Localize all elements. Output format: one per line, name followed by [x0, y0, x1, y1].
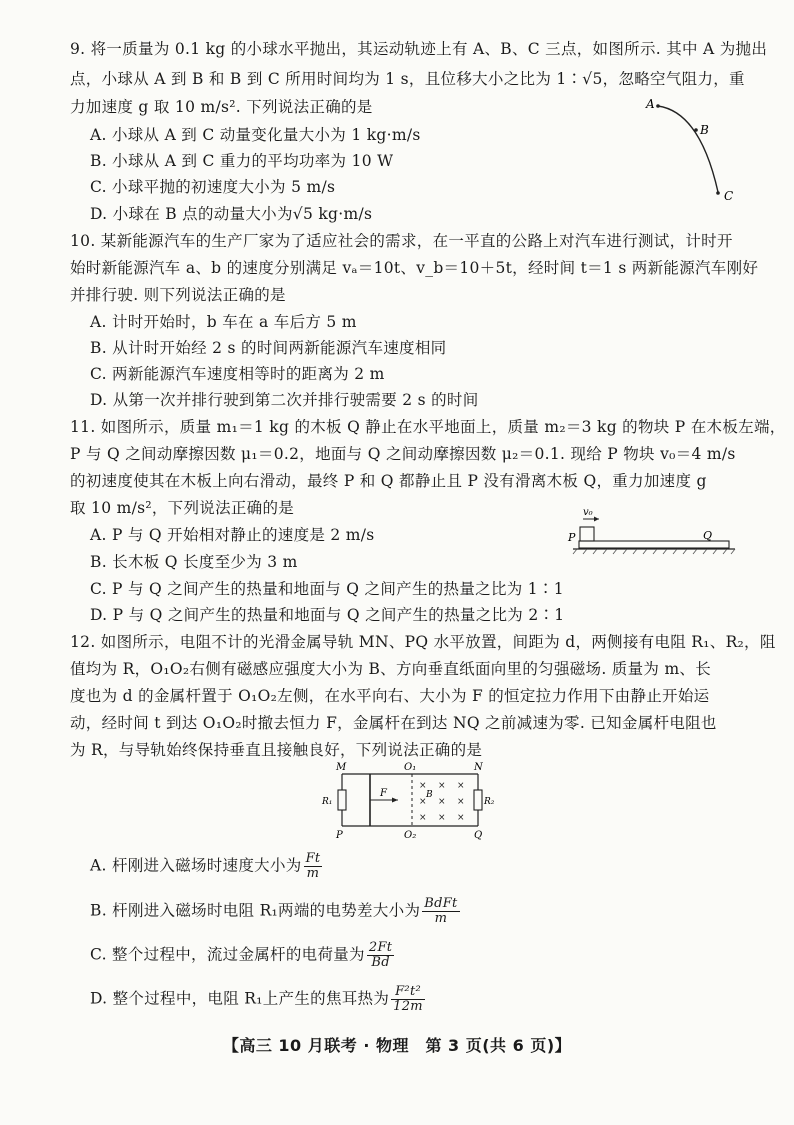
q11-option-a: A. P 与 Q 开始相对静止的速度是 2 m/s: [90, 526, 375, 544]
label-c: C: [724, 189, 734, 203]
label-q: Q: [703, 529, 713, 542]
q11-option-c: C. P 与 Q 之间产生的热量和地面与 Q 之间产生的热量之比为 1∶1: [90, 580, 564, 598]
label-n: N: [474, 762, 483, 773]
label-a: A: [646, 97, 655, 111]
q11-stem-line-1: 11. 如图所示，质量 m₁＝1 kg 的木板 Q 静止在水平地面上，质量 m₂＝3 kg 的物块 P 在木板左端，: [70, 418, 786, 436]
q11-board-figure: [565, 505, 740, 555]
board-q: [579, 541, 729, 548]
resistor-r2: [474, 790, 482, 810]
label-p-rail: P: [336, 830, 343, 840]
q12-option-a-fraction: [304, 852, 323, 881]
label-m: M: [336, 762, 347, 773]
q9-option-c: C. 小球平抛的初速度大小为 5 m/s: [90, 178, 336, 196]
velocity-arrowhead: [594, 517, 599, 522]
point-a: [656, 104, 660, 108]
label-o1: O₁: [404, 762, 417, 773]
q12-rail-figure: [318, 762, 498, 840]
q11-stem-line-4: 取 10 m/s²，下列说法正确的是: [70, 499, 295, 517]
label-v0: v₀: [583, 507, 593, 518]
q10-option-c: C. 两新能源汽车速度相等时的距离为 2 m: [90, 365, 385, 383]
q12-option-c-text: C. 整个过程中，流过金属杆的电荷量为: [90, 945, 365, 964]
q12-option-a: [90, 852, 754, 881]
q12-stem-line-4: 动，经时间 t 到达 O₁O₂时撤去恒力 F，金属杆在到达 NQ 之前减速为零. 已知金属杆电阻也: [70, 714, 717, 732]
svg-text:×: ×: [419, 781, 427, 791]
q12-option-a-text: A. 杆刚进入磁场时速度大小为: [90, 856, 302, 875]
q12-option-b-numerator: BdFt: [424, 896, 458, 911]
q12-option-a-denominator: m: [306, 866, 320, 881]
label-p: P: [568, 531, 576, 544]
label-b: B: [700, 123, 709, 137]
q12-stem-line-2: 值均为 R，O₁O₂右侧有磁感应强度大小为 B、方向垂直纸面向里的匀强磁场. 质量为 m、长: [70, 660, 712, 678]
q10-stem-line-3: 并排行驶. 则下列说法正确的是: [70, 286, 286, 304]
q9-option-b: B. 小球从 A 到 C 重力的平均功率为 10 W: [90, 152, 394, 170]
label-o2: O₂: [404, 830, 417, 840]
q12-option-b-denominator: m: [434, 911, 448, 926]
q12-option-b: [90, 897, 754, 926]
q11-stem-line-2: P 与 Q 之间动摩擦因数 μ₁＝0.2，地面与 Q 之间动摩擦因数 μ₂＝0.1. 现给 P 物块 v₀＝4 m/s: [70, 445, 736, 463]
label-q-rail: Q: [474, 830, 483, 840]
block-p: [580, 527, 594, 541]
magnetic-field-crosses: [419, 781, 465, 823]
trajectory-curve: [658, 106, 718, 192]
q9-stem-line-2: 点，小球从 A 到 B 和 B 到 C 所用时间均为 1 s，且位移大小之比为 1∶√5，忽略空气阻力，重: [70, 70, 745, 88]
q9-option-d: D. 小球在 B 点的动量大小为√5 kg·m/s: [90, 205, 373, 223]
svg-text:×: ×: [438, 797, 446, 807]
label-r2: R₂: [484, 797, 495, 807]
q10-option-d: D. 从第一次并排行驶到第二次并排行驶需要 2 s 的时间: [90, 391, 479, 409]
svg-text:×: ×: [438, 781, 446, 791]
q12-option-d-numerator: F²t²: [391, 985, 425, 1000]
q9-stem-line-3: 力加速度 g 取 10 m/s². 下列说法正确的是: [70, 98, 373, 116]
q9-stem-line-1: 9. 将一质量为 0.1 kg 的小球水平抛出，其运动轨迹上有 A、B、C 三点，如图所示. 其中 A 为抛出: [70, 40, 768, 58]
q12-option-c: [90, 941, 754, 970]
q12-option-c-denominator: Bd: [371, 955, 390, 970]
q12-option-c-fraction: [367, 941, 394, 970]
q12-option-a-numerator: Ft: [305, 851, 321, 866]
q12-option-d-fraction: [391, 985, 425, 1014]
q12-stem-line-3: 度也为 d 的金属杆置于 O₁O₂左侧，在水平向右、大小为 F 的恒定拉力作用下由静止开始运: [70, 687, 710, 705]
q9-trajectory-figure: [640, 92, 750, 207]
label-r1: R₁: [322, 797, 333, 807]
resistor-r1: [338, 790, 346, 810]
q12-stem-line-5: 为 R，与导轨始终保持垂直且接触良好，下列说法正确的是: [70, 741, 483, 759]
q10-stem-line-2: 始时新能源汽车 a、b 的速度分别满足 vₐ＝10t、v_b＝10＋5t，经时间 t＝1 s 两新能源汽车刚好: [70, 259, 759, 277]
q12-option-d: [90, 985, 754, 1014]
page-footer: 【高三 10 月联考 · 物理 第 3 页(共 6 页)】: [222, 1036, 572, 1055]
svg-text:×: ×: [457, 781, 465, 791]
q12-option-d-text: D. 整个过程中，电阻 R₁上产生的焦耳热为: [90, 989, 390, 1008]
point-c: [716, 191, 720, 195]
q10-option-a: A. 计时开始时，b 车在 a 车后方 5 m: [90, 313, 357, 331]
svg-text:×: ×: [419, 797, 427, 807]
svg-text:×: ×: [419, 813, 427, 823]
q11-option-b: B. 长木板 Q 长度至少为 3 m: [90, 553, 298, 571]
svg-text:×: ×: [457, 813, 465, 823]
point-b: [694, 128, 698, 132]
q12-option-d-denominator: 12m: [393, 999, 423, 1014]
q12-stem-line-1: 12. 如图所示，电阻不计的光滑金属导轨 MN、PQ 水平放置，间距为 d，两侧接有电阻 R₁、R₂，阻: [70, 633, 776, 651]
q11-option-d: D. P 与 Q 之间产生的热量和地面与 Q 之间产生的热量之比为 2∶1: [90, 606, 565, 624]
q12-option-b-text: B. 杆刚进入磁场时电阻 R₁两端的电势差大小为: [90, 901, 421, 920]
q9-option-a: A. 小球从 A 到 C 动量变化量大小为 1 kg·m/s: [90, 126, 421, 144]
q12-option-c-numerator: 2Ft: [368, 940, 393, 955]
label-f: F: [380, 788, 387, 799]
ground-hatching: [573, 549, 735, 554]
q10-stem-line-1: 10. 某新能源汽车的生产厂家为了适应社会的需求，在一平直的公路上对汽车进行测试，计时开: [70, 232, 733, 250]
force-arrowhead: [392, 798, 398, 803]
svg-text:×: ×: [438, 813, 446, 823]
q12-option-b-fraction: [422, 897, 459, 926]
svg-text:×: ×: [457, 797, 465, 807]
q10-option-b: B. 从计时开始经 2 s 的时间两新能源汽车速度相同: [90, 339, 447, 357]
label-b-field: B: [426, 790, 433, 800]
q11-stem-line-3: 的初速度使其在木板上向右滑动，最终 P 和 Q 都静止且 P 没有滑离木板 Q，重力加速度 g: [70, 472, 707, 490]
